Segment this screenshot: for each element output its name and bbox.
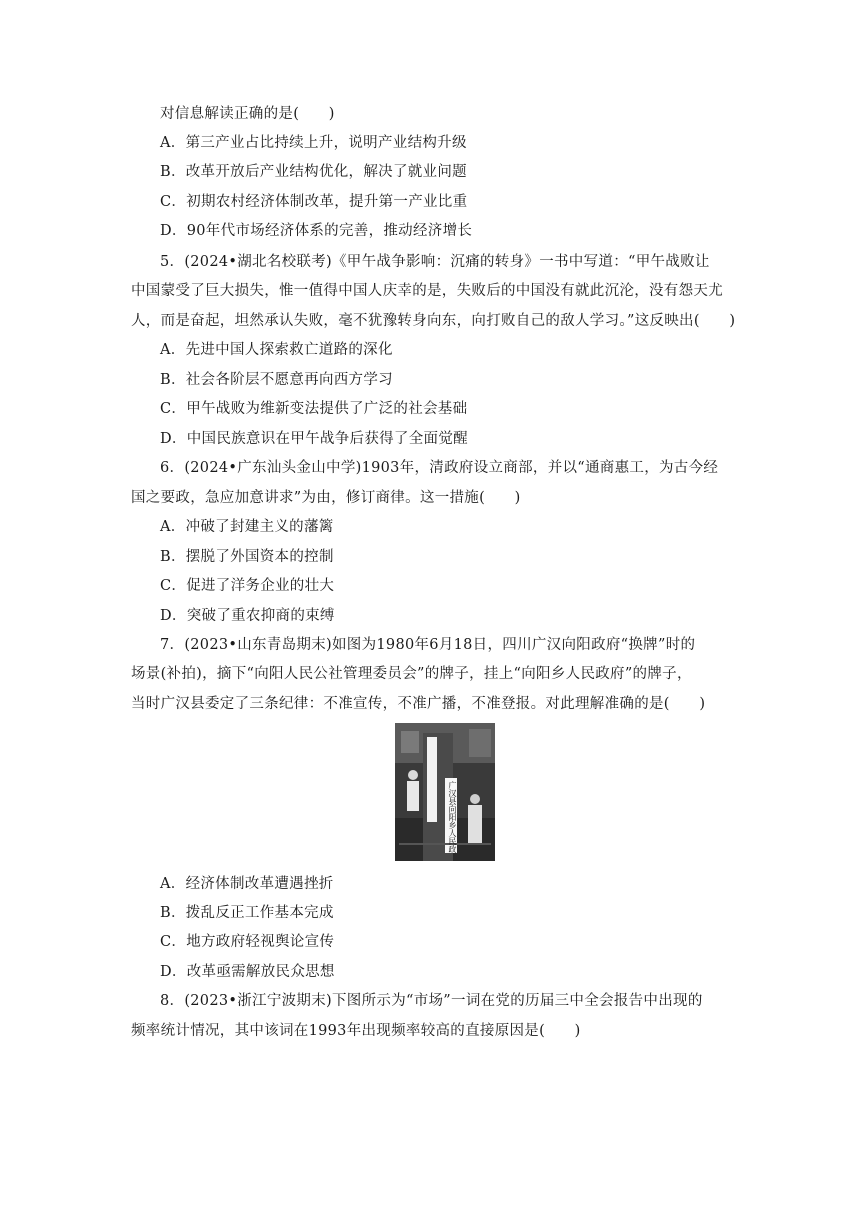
q4-option-a: A．第三产业占比持续上升，说明产业结构升级 (160, 135, 467, 151)
q5-stem-line-1: 5．(2024•湖北名校联考)《甲午战争影响：沉痛的转身》一书中写道：“甲午战败让 (160, 254, 710, 270)
q7-stem-line-2: 场景(补拍)，摘下“向阳人民公社管理委员会”的牌子，挂上“向阳乡人民政府”的牌子， (131, 666, 692, 682)
q6-stem-line-1: 6．(2024•广东汕头金山中学)1903年，清政府设立商部，并以“通商惠工，为古今经 (160, 460, 719, 476)
q5-option-d: D．中国民族意识在甲午战争后获得了全面觉醒 (160, 431, 468, 447)
q7-stem-line-3: 当时广汉县委定了三条纪律：不准宣传，不准广播，不准登报。对此理解准确的是( ) (131, 696, 706, 712)
q5-option-b: B．社会各阶层不愿意再向西方学习 (160, 372, 393, 388)
q4-option-c: C．初期农村经济体制改革，提升第一产业比重 (160, 194, 468, 210)
q7-option-b: B．拨乱反正工作基本完成 (160, 905, 334, 921)
q8-stem-line-2: 频率统计情况，其中该词在1993年出现频率较高的直接原因是( ) (131, 1023, 581, 1039)
q6-option-b: B．摆脱了外国资本的控制 (160, 549, 334, 565)
q5-stem-line-2: 中国蒙受了巨大损失，惟一值得中国人庆幸的是，失败后的中国没有就此沉沦，没有怨天尤 (131, 283, 723, 299)
q7-photo (395, 723, 495, 861)
q6-option-d: D．突破了重农抑商的束缚 (160, 608, 335, 624)
q7-option-c: C．地方政府轻视舆论宣传 (160, 934, 335, 950)
q8-stem-line-1: 8．(2023•浙江宁波期末)下图所示为“市场”一词在党的历届三中全会报告中出现的 (160, 993, 703, 1009)
q6-option-a: A．冲破了封建主义的藩篱 (160, 519, 334, 535)
q4-option-d: D．90年代市场经济体系的完善，推动经济增长 (160, 223, 473, 239)
q5-option-c: C．甲午战败为维新变法提供了广泛的社会基础 (160, 401, 468, 417)
q5-option-a: A．先进中国人探索救亡道路的深化 (160, 342, 393, 358)
q7-photo-sign-text: 广汉县向阳乡人民政 (448, 781, 457, 853)
q7-option-a: A．经济体制改革遭遇挫折 (160, 876, 334, 892)
q7-stem-line-1: 7．(2023•山东青岛期末)如图为1980年6月18日，四川广汉向阳政府“换牌”时的 (160, 637, 696, 653)
q6-option-c: C．促进了洋务企业的壮大 (160, 578, 335, 594)
q4-option-b: B．改革开放后产业结构优化，解决了就业问题 (160, 164, 467, 180)
q7-option-d: D．改革亟需解放民众思想 (160, 964, 335, 980)
q4-stem-tail: 对信息解读正确的是( ) (160, 106, 335, 122)
q7-photo-image (395, 723, 495, 861)
q6-stem-line-2: 国之要政，急应加意讲求”为由，修订商律。这一措施( ) (131, 490, 521, 506)
q5-stem-line-3: 人，而是奋起，坦然承认失败，毫不犹豫转身向东，向打败自己的敌人学习。”这反映出( ) (131, 313, 736, 329)
